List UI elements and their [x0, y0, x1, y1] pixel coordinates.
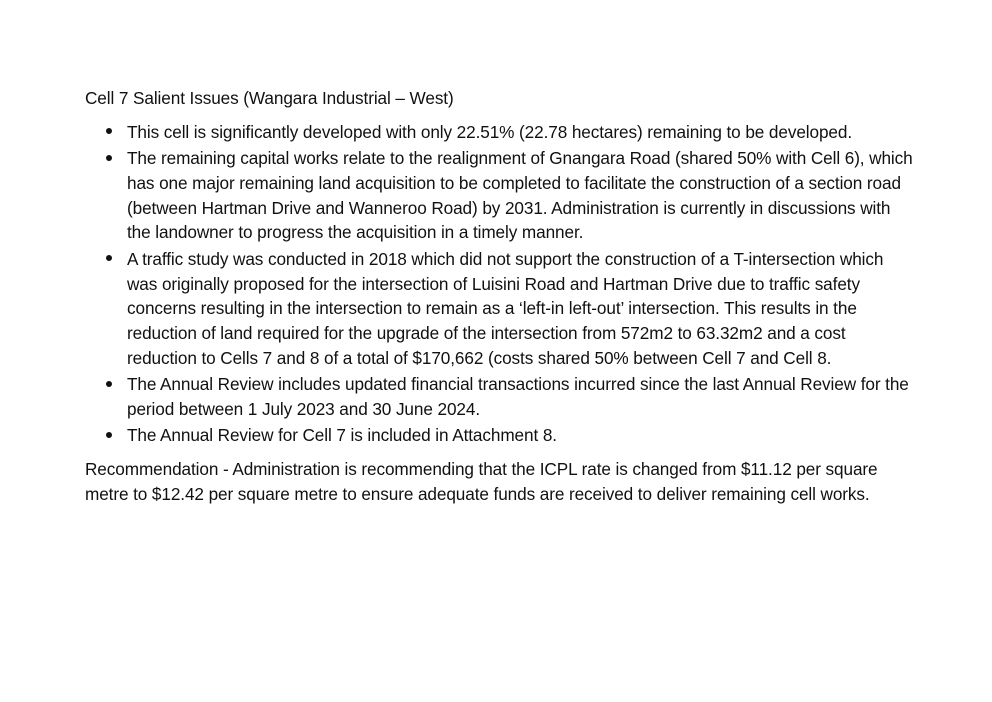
recommendation-paragraph: Recommendation - Administration is recommending that the ICPL rate is changed from $11.12 per square metre to $12.42 per square metre to ensure adequate funds are received to deliver remaining cell works.: [85, 459, 878, 504]
list-item-text: The remaining capital works relate to the realignment of Gnangara Road (shared 50% with Cell 6), which has one major remaining land acquisition to be completed to facilitate the construction of a section road (between Hartman Drive and Wanneroo Road) by 2031. Administration is currently in discussions with the landowner to progress the acquisition in a timely manner.: [127, 148, 913, 243]
bullet-icon: [105, 423, 113, 448]
salient-issues-list: [85, 120, 915, 448]
bullet-icon: [105, 372, 113, 397]
list-item: [85, 120, 915, 145]
document-page: [85, 86, 915, 507]
list-item-text: A traffic study was conducted in 2018 which did not support the construction of a T-intersection which was originally proposed for the intersection of Luisini Road and Hartman Drive due to traffic safety concerns resulting in the intersection to remain as a ‘left-in left-out’ intersection. This results in the reduction of land required for the upgrade of the intersection from 572m2 to 63.32m2 and a cost reduction to Cells 7 and 8 of a total of $170,662 (costs shared 50% between Cell 7 and Cell 8.: [127, 248, 884, 368]
list-item-text: The Annual Review for Cell 7 is included in Attachment 8.: [127, 425, 557, 446]
list-item: [85, 247, 915, 371]
list-item-text: The Annual Review includes updated financial transactions incurred since the last Annual Review for the period between 1 July 2023 and 30 June 2024.: [127, 374, 909, 420]
section-heading: Cell 7 Salient Issues (Wangara Industrial – West): [85, 88, 454, 108]
bullet-icon: [105, 146, 113, 171]
list-item-text: This cell is significantly developed with only 22.51% (22.78 hectares) remaining to be developed.: [127, 121, 853, 142]
list-item: [85, 146, 915, 245]
list-item: [85, 372, 915, 422]
bullet-icon: [105, 247, 113, 272]
list-item: [85, 423, 915, 448]
bullet-icon: [105, 120, 113, 145]
